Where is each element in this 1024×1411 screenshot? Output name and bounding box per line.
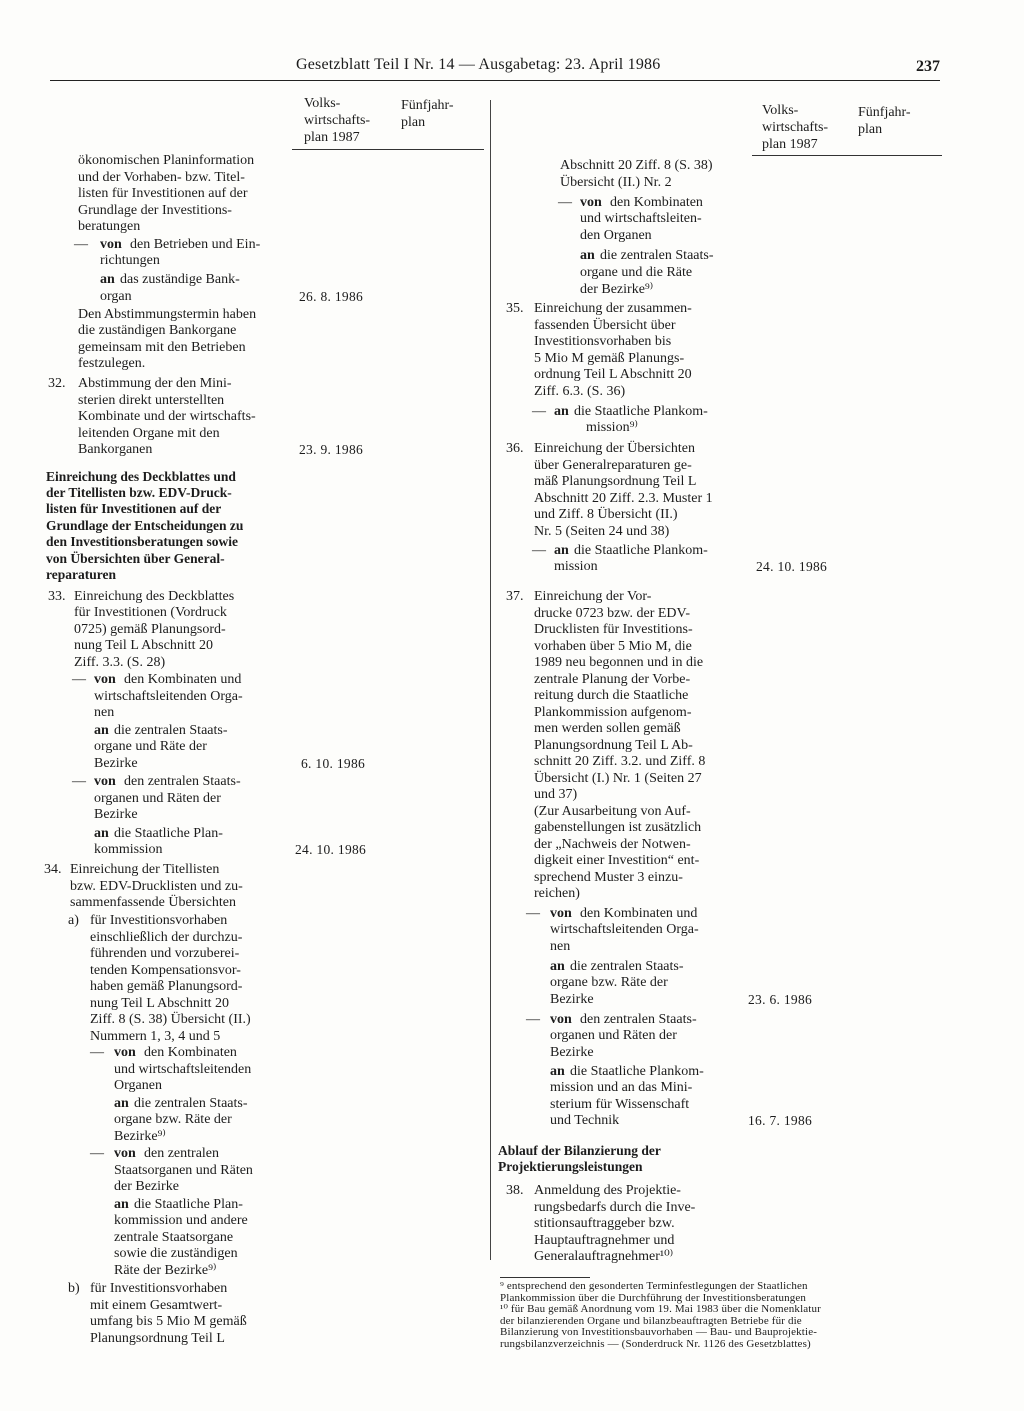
section-heading-line: der Titellisten bzw. EDV-Druck- [46, 485, 232, 500]
text-line: richtungen [100, 253, 160, 268]
column-divider [490, 100, 491, 1260]
text-line: Einreichung der Übersichten [534, 441, 695, 456]
text-line: Bankorganen [78, 442, 153, 457]
text-line: über Generalreparaturen ge- [534, 458, 692, 473]
text-line: Planungsordnung Teil L Ab- [534, 738, 693, 753]
text-line: Anmeldung des Projektie- [534, 1183, 681, 1198]
text-line: 33. [48, 589, 66, 604]
deadline-date: 23. 6. 1986 [748, 992, 813, 1007]
text-line: an [554, 404, 569, 419]
text-line: an [114, 1096, 129, 1111]
text-line: von [94, 672, 116, 687]
text-line: sowie die zuständigen [114, 1246, 238, 1261]
text-line: sterium für Wissenschaft [550, 1097, 690, 1112]
header-title: Gesetzblatt Teil I Nr. 14 — Ausgabetag: 23. April 1986 [296, 56, 661, 73]
section-heading-line: Ablauf der Bilanzierung der [498, 1143, 661, 1158]
text-line: listen für Investitionen auf der [78, 186, 248, 201]
text-line: Abschnitt 20 Ziff. 2.3. Muster 1 [534, 491, 713, 506]
text-line: Organen [114, 1078, 162, 1093]
text-line: Nummern 1, 3, 4 und 5 [90, 1029, 221, 1044]
text-line: Staatsorganen und Räten [114, 1163, 253, 1178]
text-line: den Kombinaten und [580, 906, 698, 921]
text-line: Ziff. 8 (S. 38) Übersicht (II.) [90, 1012, 251, 1027]
text-line: 32. [48, 376, 66, 391]
text-line: Einreichung der Titellisten [70, 862, 220, 877]
colhead-left-fuenfjahrplan: Fünfjahr- plan [401, 98, 454, 130]
text-line: Kombinate und der wirtschafts- [78, 409, 256, 424]
text-line: mäß Planungsordnung Teil L [534, 474, 697, 489]
text-line: an [554, 543, 569, 558]
text-line: Bezirke⁹⁾ [114, 1129, 166, 1144]
text-line: und 37) [534, 787, 578, 802]
text-line: von [114, 1045, 136, 1060]
text-line: Drucklisten für Investitions- [534, 622, 693, 637]
text-line: haben gemäß Planungsord- [90, 979, 243, 994]
text-line: Einreichung der zusammen- [534, 301, 692, 316]
text-line: der Bezirke [114, 1179, 179, 1194]
text-line: a) [68, 913, 79, 928]
text-line: festzulegen. [78, 356, 146, 371]
text-line: die Staatliche Plankom- [574, 404, 708, 419]
text-line: und der Vorhaben- bzw. Titel- [78, 170, 245, 185]
text-line: Planungsordnung Teil L [90, 1331, 225, 1346]
text-line: die Staatliche Plankom- [574, 543, 708, 558]
text-line: Den Abstimmungstermin haben [78, 307, 257, 322]
text-line: Generalauftragnehmer¹⁰⁾ [534, 1249, 674, 1264]
text-line: Abstimmung der den Mini- [78, 376, 232, 391]
text-line: organen und Räten der [550, 1028, 677, 1043]
text-line: zentrale Staatsorgane [114, 1230, 234, 1245]
text-line: die zentralen Staats- [114, 723, 228, 738]
text-line: und Technik [550, 1113, 620, 1128]
text-line: an [550, 959, 565, 974]
text-line: kommission und andere [114, 1213, 248, 1228]
text-line: und wirtschaftsleiten- [580, 211, 702, 226]
text-line: das zuständige Bank- [120, 272, 240, 287]
text-line: vorhaben über 5 Mio M, die [534, 639, 692, 654]
text-line: reitung durch die Staatliche [534, 688, 689, 703]
text-line: mit einem Gesamtwert- [90, 1298, 223, 1313]
footnote-rule [500, 1277, 590, 1278]
text-line: — [90, 1045, 104, 1060]
text-line: — [72, 774, 86, 789]
text-line: der „Nachweis der Notwen- [534, 837, 691, 852]
footnote-line: Plankommission über die Durchführung der Investitionsberatungen [500, 1291, 807, 1304]
footnote-line: ¹⁰ für Bau gemäß Anordnung vom 19. Mai 1983 über die Nomenklatur [500, 1303, 821, 1315]
text-line: Übersicht (II.) Nr. 2 [560, 175, 672, 190]
text-line: schnitt 20 Ziff. 3.2. und Ziff. 8 [534, 754, 706, 769]
text-line: — [90, 1146, 104, 1161]
text-line: tenden Kompensationsvor- [90, 963, 241, 978]
text-line: b) [68, 1281, 80, 1296]
colhead-left-plan1987: Volks- wirtschafts- plan 1987 [304, 96, 371, 145]
text-line: die Staatliche Plan- [114, 826, 223, 841]
text-line: und wirtschaftsleitenden [114, 1062, 252, 1077]
text-line: Bezirke [550, 992, 594, 1007]
text-line: Einreichung der Vor- [534, 589, 652, 604]
text-line: leitenden Organe mit den [78, 426, 220, 441]
text-line: den zentralen [144, 1146, 220, 1161]
text-line: die zentralen Staats- [600, 248, 714, 263]
page-number: 237 [916, 58, 940, 75]
text-line: digkeit einer Investition“ ent- [534, 853, 700, 868]
text-line: umfang bis 5 Mio M gemäß [90, 1314, 247, 1329]
colhead-right-plan1987: Volks- wirtschafts- plan 1987 [762, 103, 829, 152]
text-line: den Kombinaten und [124, 672, 242, 687]
text-line: — [526, 1012, 540, 1027]
text-line: für Investitionen (Vordruck [74, 605, 227, 620]
text-line: wirtschaftsleitenden Orga- [94, 689, 243, 704]
text-line: organen und Räten der [94, 791, 221, 806]
text-line: sterien direkt unterstellten [78, 393, 225, 408]
footnote-line: ⁹ entsprechend den gesonderten Terminfestlegungen der Staatlichen [500, 1280, 808, 1292]
text-line: nung Teil L Abschnitt 20 [74, 638, 214, 653]
section-heading-line: Einreichung des Deckblattes und [46, 469, 236, 484]
colhead-right-rule [752, 155, 942, 156]
text-line: an [94, 826, 109, 841]
text-line: ökonomischen Planinformation [78, 153, 255, 168]
footnote-line: Bilanzierung von Investitionsbauvorhaben — Bau- und Bauprojektie- [500, 1326, 818, 1338]
text-line: mission⁹⁾ [586, 420, 638, 435]
text-line: — [532, 404, 546, 419]
text-line: an [114, 1197, 129, 1212]
deadline-date: 23. 9. 1986 [299, 442, 364, 457]
text-line: organ [100, 289, 132, 304]
text-line: die Staatliche Plan- [134, 1197, 243, 1212]
text-line: an [550, 1064, 565, 1079]
text-line: Nr. 5 (Seiten 24 und 38) [534, 524, 670, 539]
colhead-left-rule [292, 149, 484, 150]
text-line: — [526, 906, 540, 921]
text-line: die zuständigen Bankorgane [78, 323, 237, 338]
text-line: organe und die Räte [580, 265, 693, 280]
text-line: den Kombinaten [610, 195, 703, 210]
deadline-date: 24. 10. 1986 [295, 842, 367, 857]
text-line: fassenden Übersicht über [534, 318, 676, 333]
text-line: an [100, 272, 115, 287]
text-line: den zentralen Staats- [124, 774, 241, 789]
section-heading-line: reparaturen [46, 567, 116, 582]
section-heading-line: Projektierungsleistungen [498, 1159, 643, 1174]
footnote-line: rungsbilanzverzeichnis — (Sonderdruck Nr. 1126 des Gesetzblattes) [500, 1337, 811, 1350]
text-line: von [94, 774, 116, 789]
text-line: Bezirke [550, 1045, 594, 1060]
text-line: 37. [506, 589, 524, 604]
text-line: den Organen [580, 228, 652, 243]
text-line: den Kombinaten [144, 1045, 237, 1060]
text-line: von [114, 1146, 136, 1161]
deadline-date: 26. 8. 1986 [299, 289, 364, 304]
text-line: Hauptauftragnehmer und [534, 1233, 675, 1248]
text-line: Abschnitt 20 Ziff. 8 (S. 38) [560, 158, 713, 173]
section-heading-line: listen für Investitionen auf der [46, 501, 222, 516]
deadline-date: 6. 10. 1986 [301, 756, 366, 771]
text-line: drucke 0723 bzw. der EDV- [534, 606, 691, 621]
text-line: die zentralen Staats- [570, 959, 684, 974]
text-line: Ziff. 6.3. (S. 36) [534, 384, 626, 399]
text-line: rungsbedarfs durch die Inve- [534, 1200, 696, 1215]
text-line: 34. [44, 862, 62, 877]
section-heading-line: den Investitionsberatungen sowie [46, 534, 239, 549]
text-line: für Investitionsvorhaben [90, 913, 228, 928]
text-line: Investitionsvorhaben bis [534, 334, 672, 349]
footnote-line: der bilanzierenden Organe und bilanzbeauftragten Betriebe für die [500, 1314, 802, 1327]
text-line: gabenstellungen ist zusätzlich [534, 820, 702, 835]
text-line: an [94, 723, 109, 738]
text-line: Bezirke [94, 756, 138, 771]
text-line: von [550, 1012, 572, 1027]
section-heading-line: Grundlage der Entscheidungen zu [46, 518, 244, 533]
text-line: die Staatliche Plankom- [570, 1064, 704, 1079]
text-line: bzw. EDV-Drucklisten und zu- [70, 879, 243, 894]
text-line: sprechend Muster 3 einzu- [534, 870, 683, 885]
text-line: — [532, 543, 546, 558]
text-line: und Ziff. 8 Übersicht (II.) [534, 507, 678, 522]
text-line: nen [550, 939, 571, 954]
text-line: 38. [506, 1183, 524, 1198]
text-line: die zentralen Staats- [134, 1096, 248, 1111]
text-line: Ziff. 3.3. (S. 28) [74, 655, 166, 670]
text-line: mission [554, 559, 598, 574]
text-line: 36. [506, 441, 524, 456]
page-header [50, 56, 940, 81]
text-line: an [580, 248, 595, 263]
text-line: — [558, 195, 572, 210]
text-line: einschließlich der durchzu- [90, 930, 243, 945]
text-line: 0725) gemäß Planungsord- [74, 622, 226, 637]
text-line: Übersicht (I.) Nr. 1 (Seiten 27 [534, 771, 702, 786]
text-line: nen [94, 705, 115, 720]
text-line: führenden und vorzuberei- [90, 946, 240, 961]
text-line: von [550, 906, 572, 921]
text-line: reichen) [534, 886, 580, 901]
text-line: wirtschaftsleitenden Orga- [550, 922, 699, 937]
text-line: nung Teil L Abschnitt 20 [90, 996, 230, 1011]
text-line: organe bzw. Räte der [550, 975, 668, 990]
text-line: den Betrieben und Ein- [130, 237, 261, 252]
section-heading-line: von Übersichten über General- [46, 551, 225, 566]
text-line: organe und Räte der [94, 739, 207, 754]
text-line: sammenfassende Übersichten [70, 895, 236, 910]
text-line: — [74, 237, 88, 252]
text-line: beratungen [78, 219, 141, 234]
text-line: organe bzw. Räte der [114, 1112, 232, 1127]
text-line: men werden sollen gemäß [534, 721, 681, 736]
text-line: von [580, 195, 602, 210]
text-line: kommission [94, 842, 163, 857]
text-line: stitionsauftraggeber bzw. [534, 1216, 675, 1231]
deadline-date: 16. 7. 1986 [748, 1113, 813, 1128]
text-line: Räte der Bezirke⁹⁾ [114, 1263, 217, 1278]
text-line: von [100, 237, 122, 252]
text-line: Einreichung des Deckblattes [74, 589, 235, 604]
text-line: ordnung Teil L Abschnitt 20 [534, 367, 692, 382]
text-line: 5 Mio M gemäß Planungs- [534, 351, 685, 366]
text-line: den zentralen Staats- [580, 1012, 697, 1027]
text-line: gemeinsam mit den Betrieben [78, 340, 246, 355]
text-line: — [72, 672, 86, 687]
deadline-date: 24. 10. 1986 [756, 559, 828, 574]
text-line: Plankommission aufgenom- [534, 705, 692, 720]
text-line: Bezirke [94, 807, 138, 822]
text-line: 1989 neu begonnen und in die [534, 655, 704, 670]
colhead-right-fuenfjahrplan: Fünfjahr- plan [858, 105, 911, 137]
text-line: (Zur Ausarbeitung von Auf- [534, 804, 691, 819]
text-line: zentrale Planung der Vorbe- [534, 672, 691, 687]
text-line: für Investitionsvorhaben [90, 1281, 228, 1296]
text-line: 35. [506, 301, 524, 316]
text-line: mission und an das Mini- [550, 1080, 693, 1095]
text-line: Grundlage der Investitions- [78, 203, 232, 218]
text-line: der Bezirke⁹⁾ [580, 282, 654, 297]
